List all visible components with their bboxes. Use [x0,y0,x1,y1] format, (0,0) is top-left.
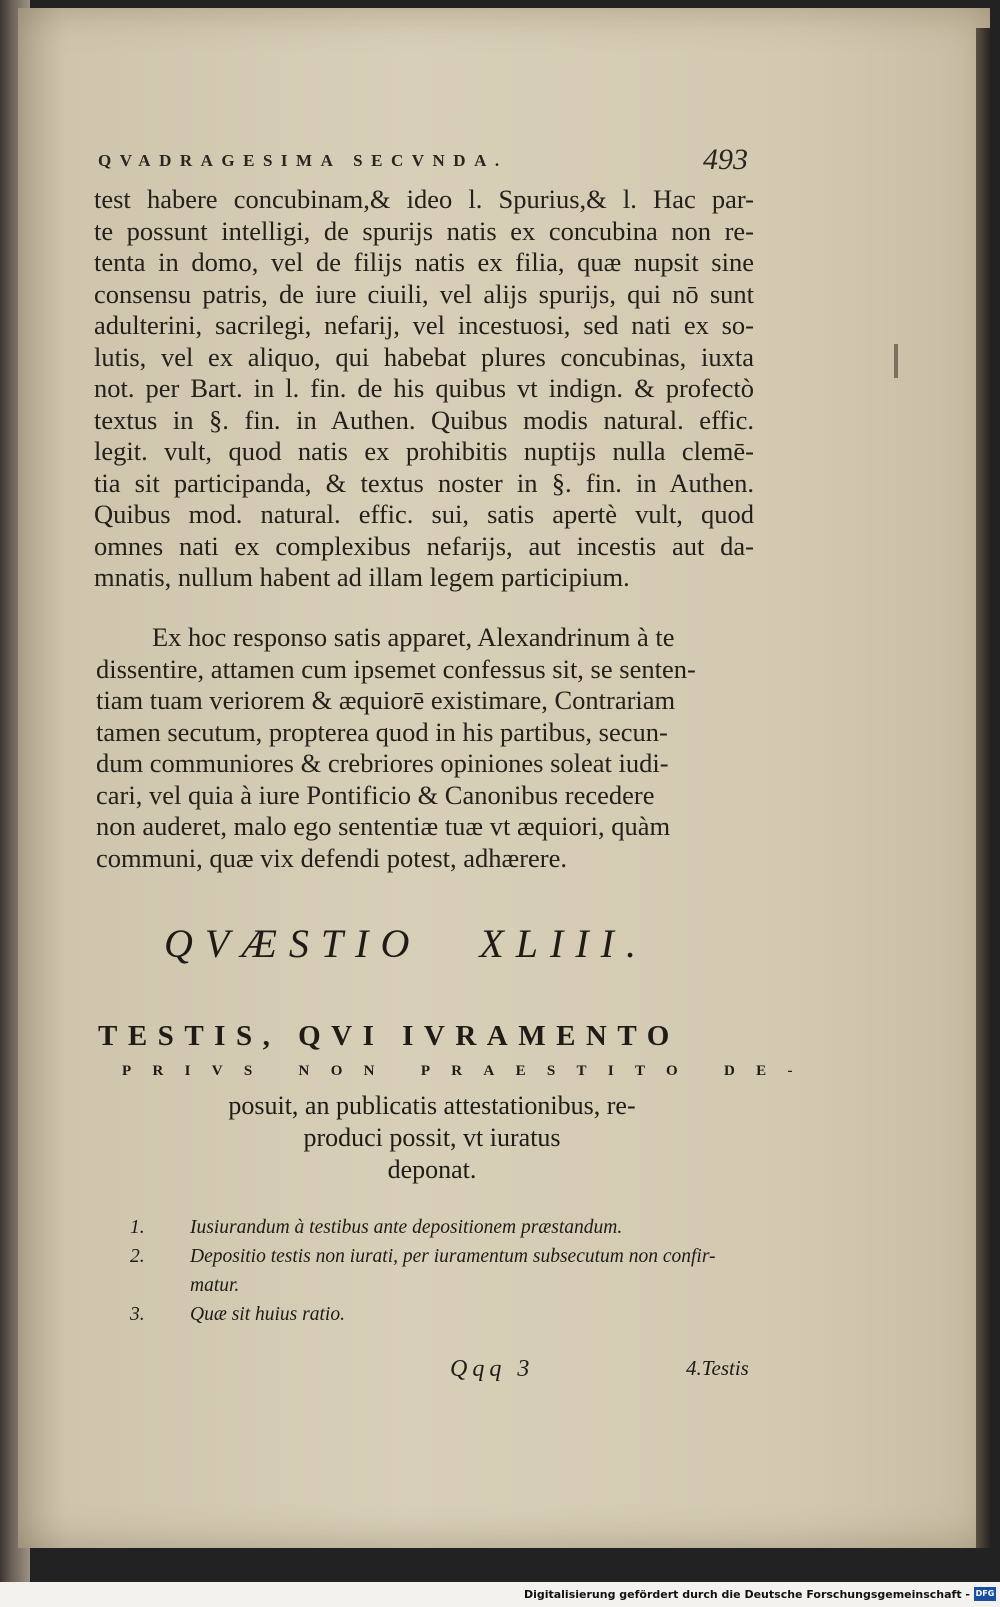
text-line: consensu patris, de iure ciuili, vel alijs spurijs, qui nō sunt [94,278,754,309]
heading-rest [98,1090,766,1186]
text-line: dissentire, attamen cum ipsemet confessus sit, se senten- [96,653,696,684]
summary-text: Iusiurandum à testibus ante depositionem præstandum. [190,1217,623,1238]
running-head [98,143,748,179]
question-number: XLIII. [479,921,648,966]
text-line: Ex hoc responso satis apparet, Alexandrinum à te [152,622,675,652]
text-line: tiam tuam veriorem & æquiorē existimare, Contrariam [96,685,676,715]
page-edge [976,28,990,1548]
text-line: Quibus mod. natural. effic. sui, satis apertè vult, quod [94,499,754,529]
page-number: 493 [703,143,748,176]
text-line: tia sit participanda, & textus noster in §. fin. in Authen. [94,467,754,498]
text-line: lutis, vel ex aliquo, qui habebat plures concubinas, iuxta [94,341,754,372]
summary-continuation: matur. [190,1275,240,1296]
text-line: omnes nati ex complexibus nefarijs, aut incestis aut da- [94,530,754,561]
paragraph-1 [94,184,754,594]
text-line: communi, quæ vix defendi potest, adhærere. [96,842,568,873]
catchword: 4.Testis [686,1356,749,1380]
text-line: adulterini, sacrilegi, nefarij, vel incestuosi, sed nati ex so- [94,310,754,340]
summary-number: 3. [130,1304,145,1325]
credit-text: Digitalisierung gefördert durch die Deutsche Forschungsgemeinschaft - [523,1588,970,1601]
question-label: QVÆSTIO [164,921,422,966]
text-line: cari, vel quia à iure Pontificio & Canonibus recedere [96,779,655,810]
summary-list [130,1213,770,1329]
running-title: QVADRAGESIMA SECVNDA. [98,151,508,170]
summary-text: Depositio testis non iurati, per iuramentum subsecutum non confir- [190,1246,716,1267]
text-line: tamen secutum, propterea quod in his partibus, secun- [96,716,668,747]
paragraph-2 [96,622,756,874]
summary-text: Quæ sit huius ratio. [190,1304,345,1325]
text-line: textus in §. fin. in Authen. Quibus modis natural. effic. [94,404,754,435]
question-title [164,920,648,967]
heading-line: posuit, an publicatis attestationibus, re- [228,1091,636,1120]
summary-item [130,1213,770,1242]
text-line: legit. vult, quod natis ex prohibitis nuptijs nulla clemē- [94,436,754,466]
text-line: tenta in domo, vel de filijs natis ex filia, quæ nupsit sine [94,247,754,277]
heading-line-1: TESTIS, QVI IVRAMENTO [98,1020,680,1052]
margin-mark [894,344,898,378]
text-line: non auderet, malo ego sententiæ tuæ vt æquiori, quàm [96,811,671,841]
summary-number: 1. [130,1217,145,1238]
book-page [18,8,990,1548]
heading-line: deponat. [387,1155,477,1184]
text-line: te possunt intelligi, de spurijs natis ex concubina non re- [94,215,754,246]
dfg-logo: DFG [974,1587,996,1601]
text-line: dum communiores & crebriores opiniones soleat iudi- [96,748,669,778]
text-line: test habere concubinam,& ideo l. Spurius,& l. Hac par- [94,184,754,214]
credit-bar [0,1582,1000,1607]
text-line: mnatis, nullum habent ad illam legem participium. [94,562,630,592]
signature-mark: Qqq 3 [450,1356,535,1382]
heading-line-2: PRIVS NON PRAESTITO DE- [122,1063,814,1079]
heading-line: produci possit, vt iuratus [303,1123,561,1152]
summary-item [130,1300,770,1329]
text-line: not. per Bart. in l. fin. de his quibus vt indign. & profectò [94,373,754,403]
summary-number: 2. [130,1246,145,1267]
summary-item [130,1242,770,1300]
